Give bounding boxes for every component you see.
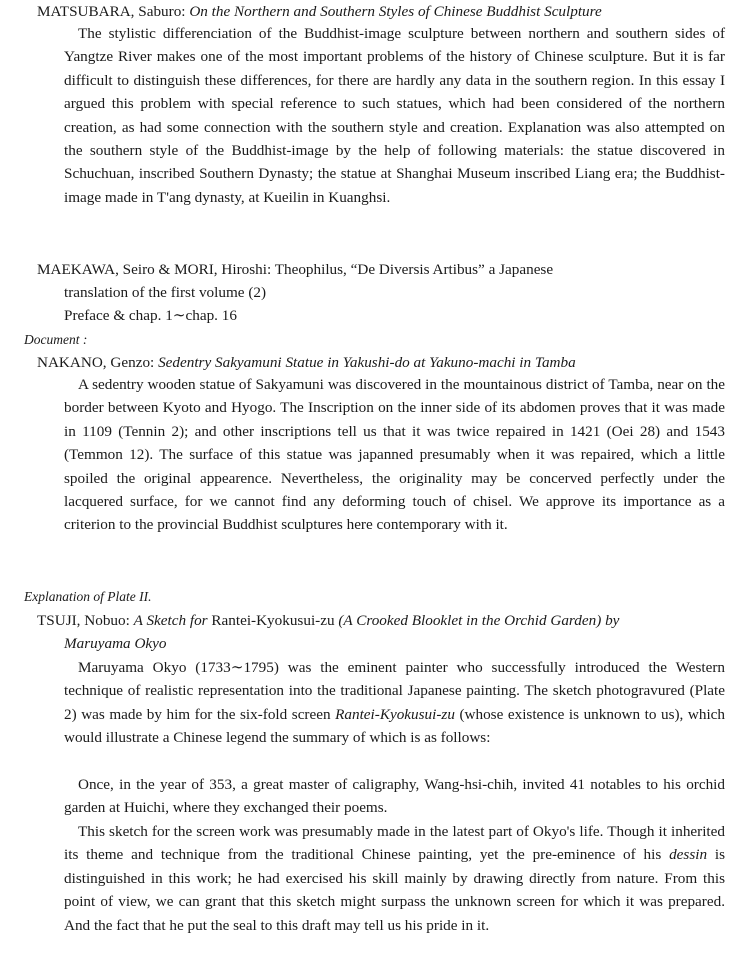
section-label-plate: Explanation of Plate II. [24,589,152,604]
legend-paragraph: Once, in the year of 353, a great master of caligraphy, Wang-hsi-chih, invited 41 notables to his orchid garden at Huichi, where they exchanged their poems. [64,776,725,817]
abstract-paragraph: The stylistic differenciation of the Buddhist-image sculpture between northern and southern sides of Yangtze River makes one of the most important problems of the history of Chinese sculpture. But it is far difficult to distinguish these differences, for there are hardly any data in the southern region. In this essay I argued this problem with special reference to such statues, which had been considered of the northern creation, as had some connection with the southern style and creation. Explanation was also attempted on the southern style of the Buddhist-image by the help of following materials: the statue discovered in Schuchuan, inscribed Southern Dynasty; the statue at Shanghai Museum inscribed Liang era; the Buddhist-image made in T'ang dynasty, at Kueilin in Kuanghsi. [64,25,725,206]
emphasized-term: dessin [669,846,708,864]
author-name: NAKANO, Genzo [37,354,151,371]
article-title: Sedentry Sakyamuni Statue in Yakushi-do at Yakuno-machi in Tamba [158,354,576,371]
author-name: MATSUBARA, Saburo [37,3,182,20]
author-name: TSUJI, Nobuo [37,612,126,629]
artist-name: Maruyama Okyo [64,635,167,652]
article-title-continued: translation of the first volume (2) [64,284,267,301]
article-contents: Preface & chap. 1∼chap. 16 [64,307,237,324]
entry-heading-matsubara: MATSUBARA, Saburo: On the Northern and Southern Styles of Chinese Buddhist Sculpture [37,3,602,20]
artwork-title: Rantei-Kyokusui-zu [211,612,335,629]
article-title: Theophilus, “De Diversis Artibus” a Japanese [274,261,554,278]
article-title: On the Northern and Southern Styles of Chinese Buddhist Sculpture [189,3,602,20]
article-title-part: A Sketch for [133,612,208,629]
body-paragraph: Maruyama Okyo (1733∼1795) was the eminent painter who successfully introduced the Western technique of realistic representation into the traditional Japanese painting. The sketch photogravured (Plate 2) was made by him for the six-fold screen Rantei-Kyokusui-zu (whose existence is unknown to us), which would illustrate a Chinese legend the summary of which is as follows: [64,659,726,747]
body-paragraph: This sketch for the screen work was presumably made in the latest part of Okyo's life. Though it inherited its theme and technique from the traditional Chinese painting, yet the pre-eminence of his dessin is distinguished in this work; he had exercised his skill mainly by drawing directly from nature. From this point of view, we can grant that this sketch might surpass the unknown screen for which it was prepared. And the fact that he put the seal to this draft may tell us his pride in it. [64,823,726,934]
entry-heading-maekawa: MAEKAWA, Seiro & MORI, Hiroshi: Theophilus, “De Diversis Artibus” a Japanese [37,261,554,278]
section-label-document: Document : [24,332,88,347]
entry-heading-tsuji: TSUJI, Nobuo: A Sketch for Rantei-Kyokusui-zu (A Crooked Blooklet in the Orchid Garden) by [37,612,620,629]
author-names: MAEKAWA, Seiro & MORI, Hiroshi [37,261,267,278]
abstract-paragraph: A sedentry wooden statue of Sakyamuni was discovered in the mountainous district of Tamba, near on the border between Kyoto and Hyogo. The Inscription on the inner side of its abdomen proves that it was made in 1109 (Tennin 2); and other inscriptions tell us that it was twice repaired in 1421 (Oei 28) and 1543 (Temmon 12). The surface of this statue was japanned presumably when it was repaired, which a little spoiled the original appearence. Nevertheless, the originality may be concerved perfectly under the lacquered surface, for we cannot find any deforming touch of chisel. We approve its importance as a criterion to the provincial Buddhist sculptures here contemporary with it. [64,376,725,534]
entry-heading-nakano: NAKANO, Genzo: Sedentry Sakyamuni Statue in Yakushi-do at Yakuno-machi in Tamba [37,354,576,371]
artwork-title: Rantei-Kyokusui-zu [335,705,455,723]
article-title-part: (A Crooked Blooklet in the Orchid Garden) by [338,612,620,629]
